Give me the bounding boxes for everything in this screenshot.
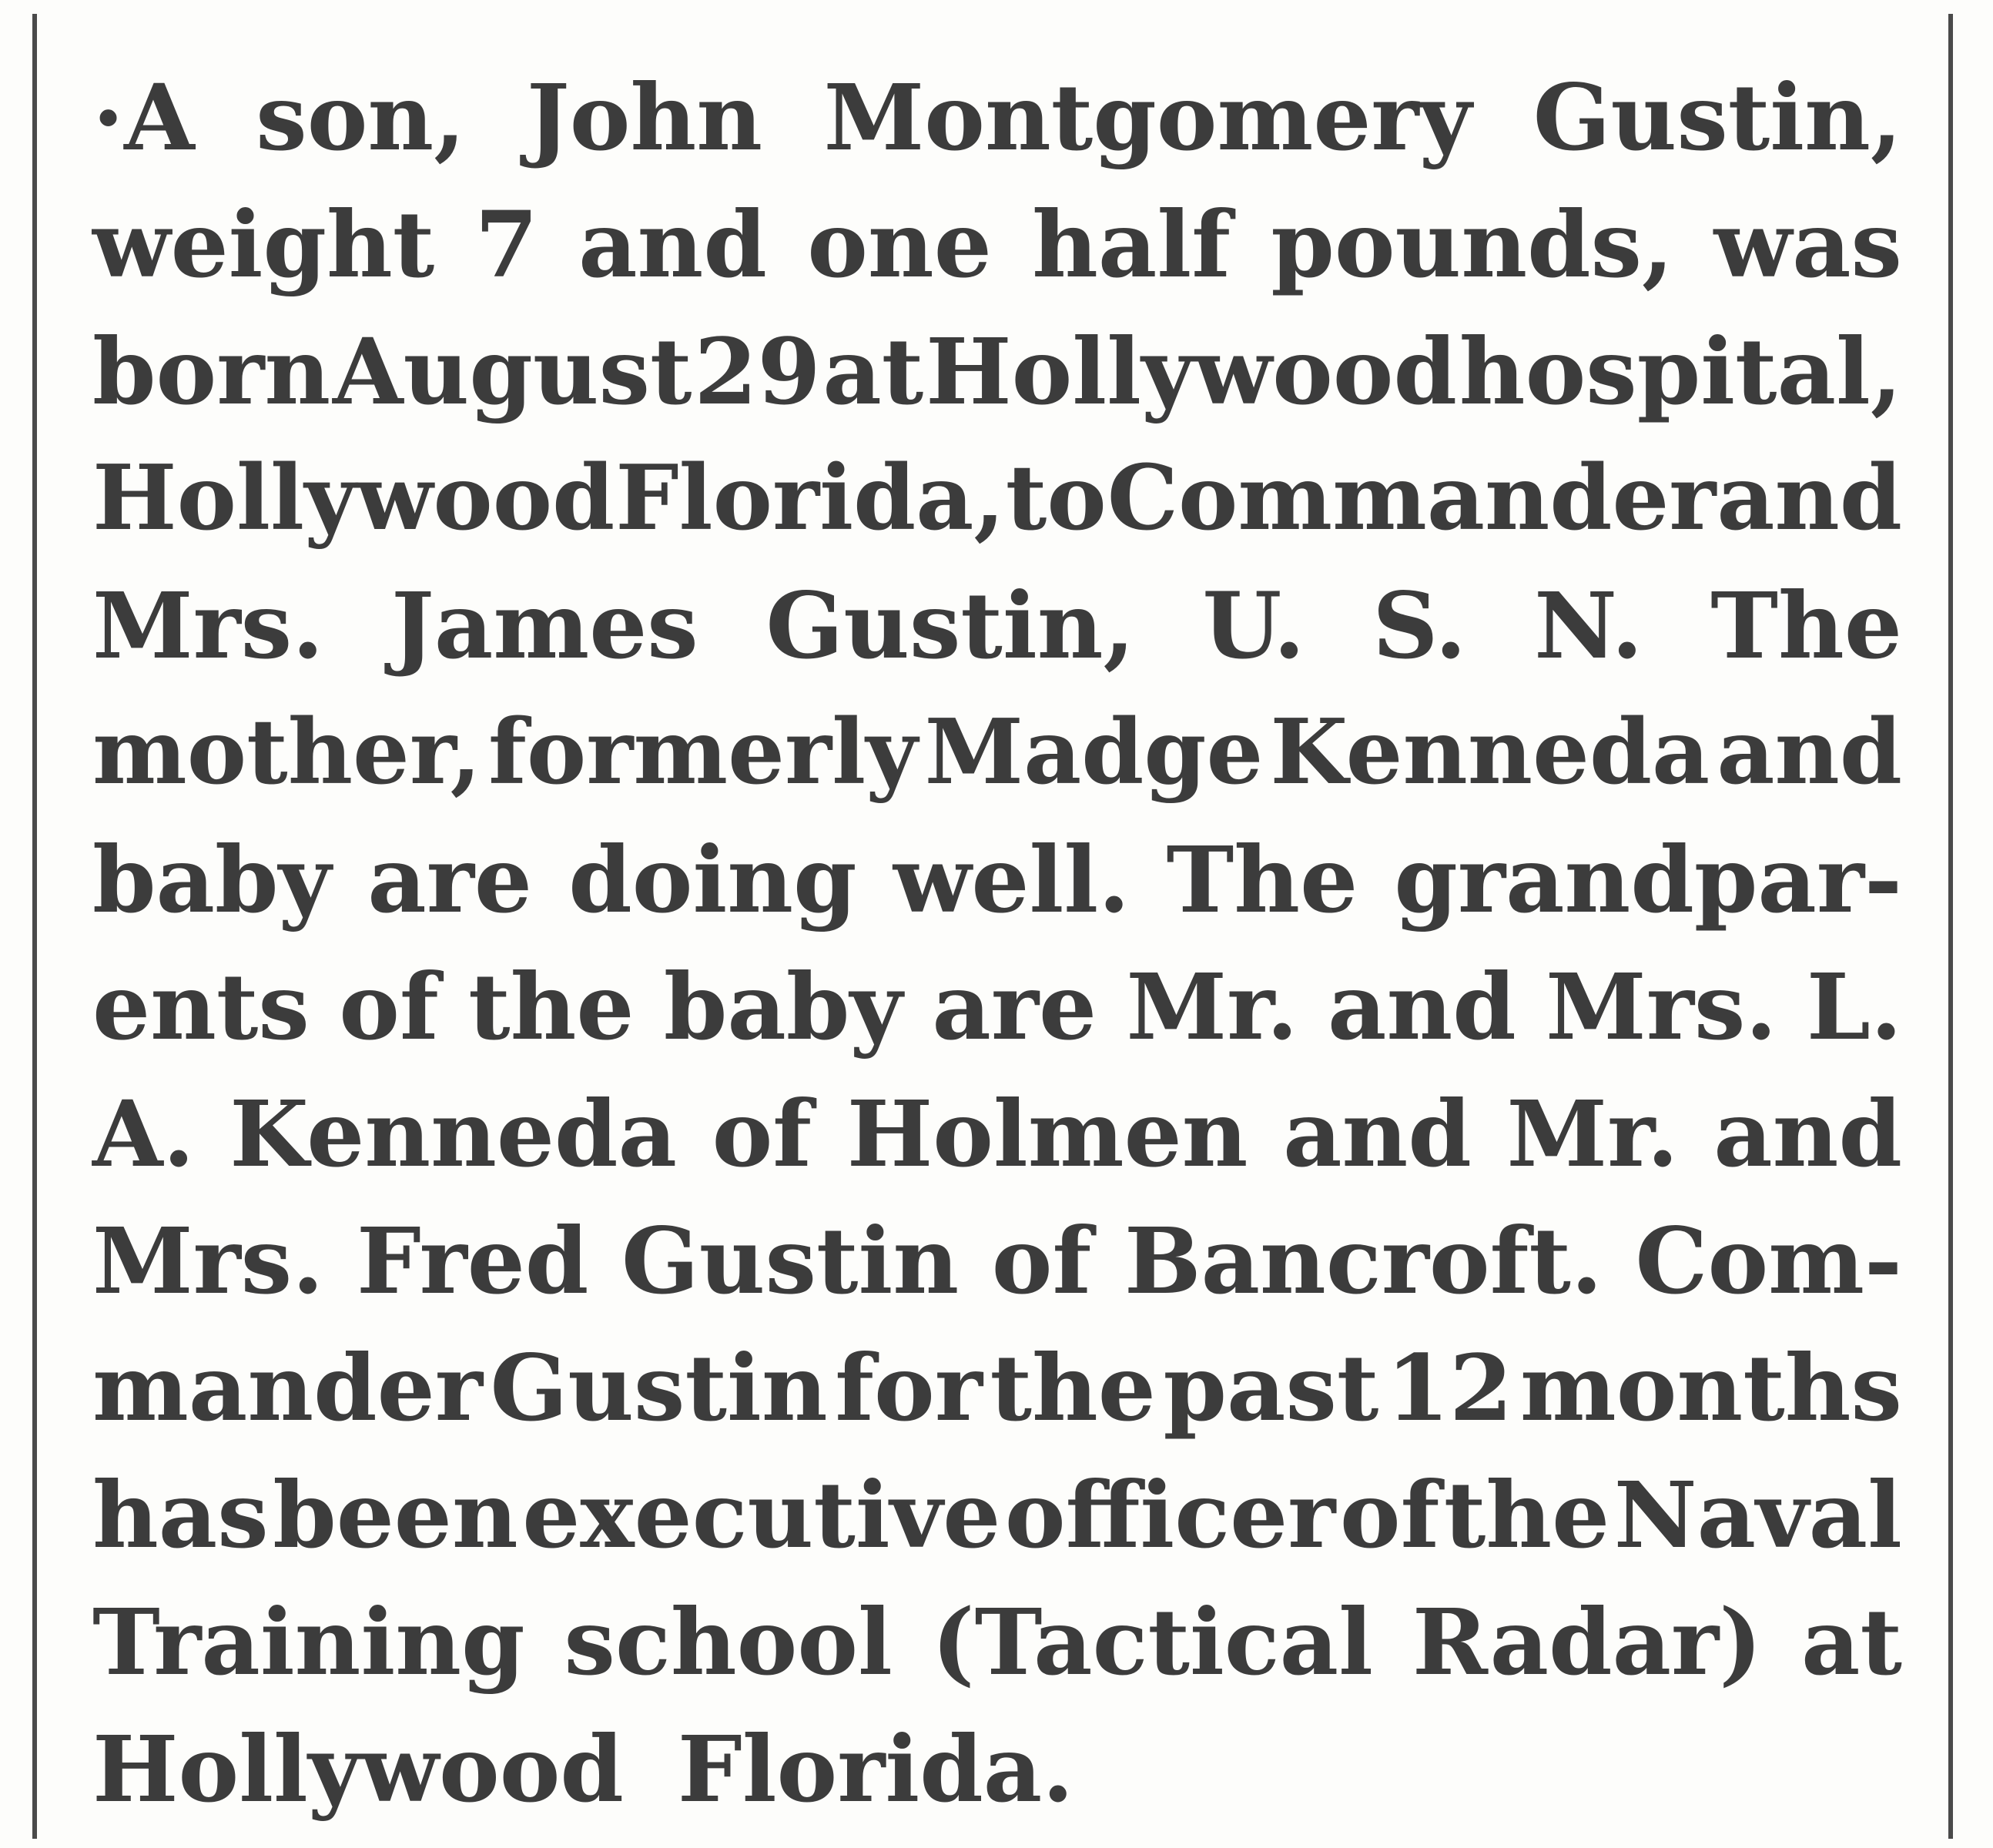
word: baby [663,953,903,1060]
word: A. [92,1080,195,1187]
word: the [990,1334,1156,1441]
word: months [1519,1334,1902,1441]
word: and [1717,700,1902,805]
word: and [1717,446,1902,551]
word: been [273,1461,518,1568]
word: formerly [488,700,918,805]
word: Mr. [1126,953,1298,1060]
word: baby [92,826,332,933]
word: U. [1202,572,1305,679]
word: Hollywood [92,1716,624,1823]
text-line [92,435,1902,562]
word: hospital, [1459,318,1902,425]
text-line [92,54,1902,181]
text-line [92,816,1902,943]
text-line [92,1706,1902,1833]
word: born [92,318,331,425]
word: Florida. [677,1716,1074,1823]
word: mander [92,1334,483,1441]
word: for [835,1334,983,1441]
word: S. [1372,572,1467,679]
word: Florida, [615,446,1005,551]
word: Fred [356,1207,589,1314]
word: grandpar- [1394,826,1902,933]
word: Madge [924,700,1264,805]
word: to [1005,446,1107,551]
word: past [1163,1334,1379,1441]
word: mother, [92,700,481,805]
word: the [1443,1461,1610,1568]
word: Gustin [490,1334,828,1441]
word: Holmen [846,1080,1248,1187]
word: Gustin, [765,572,1135,679]
word: doing [568,826,857,933]
word: Training [92,1589,525,1696]
word: at [1801,1589,1902,1696]
text-line [92,1070,1902,1197]
column-rule-right [1948,14,1953,1839]
column-rule-left [32,14,37,1839]
word: Mr. [1506,1080,1679,1187]
word: of [712,1080,812,1187]
word: are [367,826,532,933]
text-line [92,689,1902,816]
text-line [92,181,1902,308]
word: The [1166,826,1358,933]
word: (Tactical [931,1589,1373,1696]
word: Commander [1107,446,1717,551]
word: pounds, [1271,191,1674,298]
word: Montgomery [823,64,1472,171]
word: August [332,318,692,425]
word: 7 [474,191,538,298]
word: Com- [1635,1207,1902,1314]
word: one [807,191,992,298]
word: of [1339,1461,1440,1568]
word: at [822,318,924,425]
word: school [564,1589,893,1696]
word: and [1283,1080,1472,1187]
word: was [1713,191,1902,298]
word: well. [893,826,1130,933]
word: 29 [694,318,821,425]
word: ·A [92,64,195,171]
word: Bancroft. [1124,1207,1603,1314]
word: and [578,191,767,298]
word: The [1710,572,1902,679]
word: 12 [1386,1334,1513,1441]
word: Mrs. [92,572,324,679]
text-line [92,1578,1902,1706]
word: Radar) [1412,1589,1763,1696]
birth-announcement-paragraph [92,54,1902,1833]
word: the [468,953,635,1060]
text-line [92,1324,1902,1451]
word: executive [522,1461,1001,1568]
word: son, [256,64,466,171]
word: of [339,953,439,1060]
word: weight [92,191,435,298]
word: has [92,1461,269,1568]
word: Hollywood [92,446,615,551]
word: and [1327,953,1516,1060]
text-line [92,1197,1902,1324]
word: Mrs. [92,1207,324,1314]
word: officer [1004,1461,1336,1568]
word: Mrs. [1546,953,1777,1060]
word: Kenneda [1270,700,1710,805]
word: James [391,572,698,679]
text-line [92,308,1902,435]
word: of [991,1207,1092,1314]
word: and [1713,1080,1902,1187]
word: L. [1806,953,1902,1060]
word: Kenneda [229,1080,677,1187]
word: Gustin [621,1207,960,1314]
word: N. [1534,572,1643,679]
word: John [526,64,763,171]
word: half [1032,191,1231,298]
text-line [92,1451,1902,1578]
word: ents [92,953,310,1060]
word: Naval [1613,1461,1902,1568]
text-line [92,562,1902,689]
word: Gustin, [1532,64,1902,171]
word: are [932,953,1097,1060]
word: Hollywood [926,318,1458,425]
text-line [92,943,1902,1070]
